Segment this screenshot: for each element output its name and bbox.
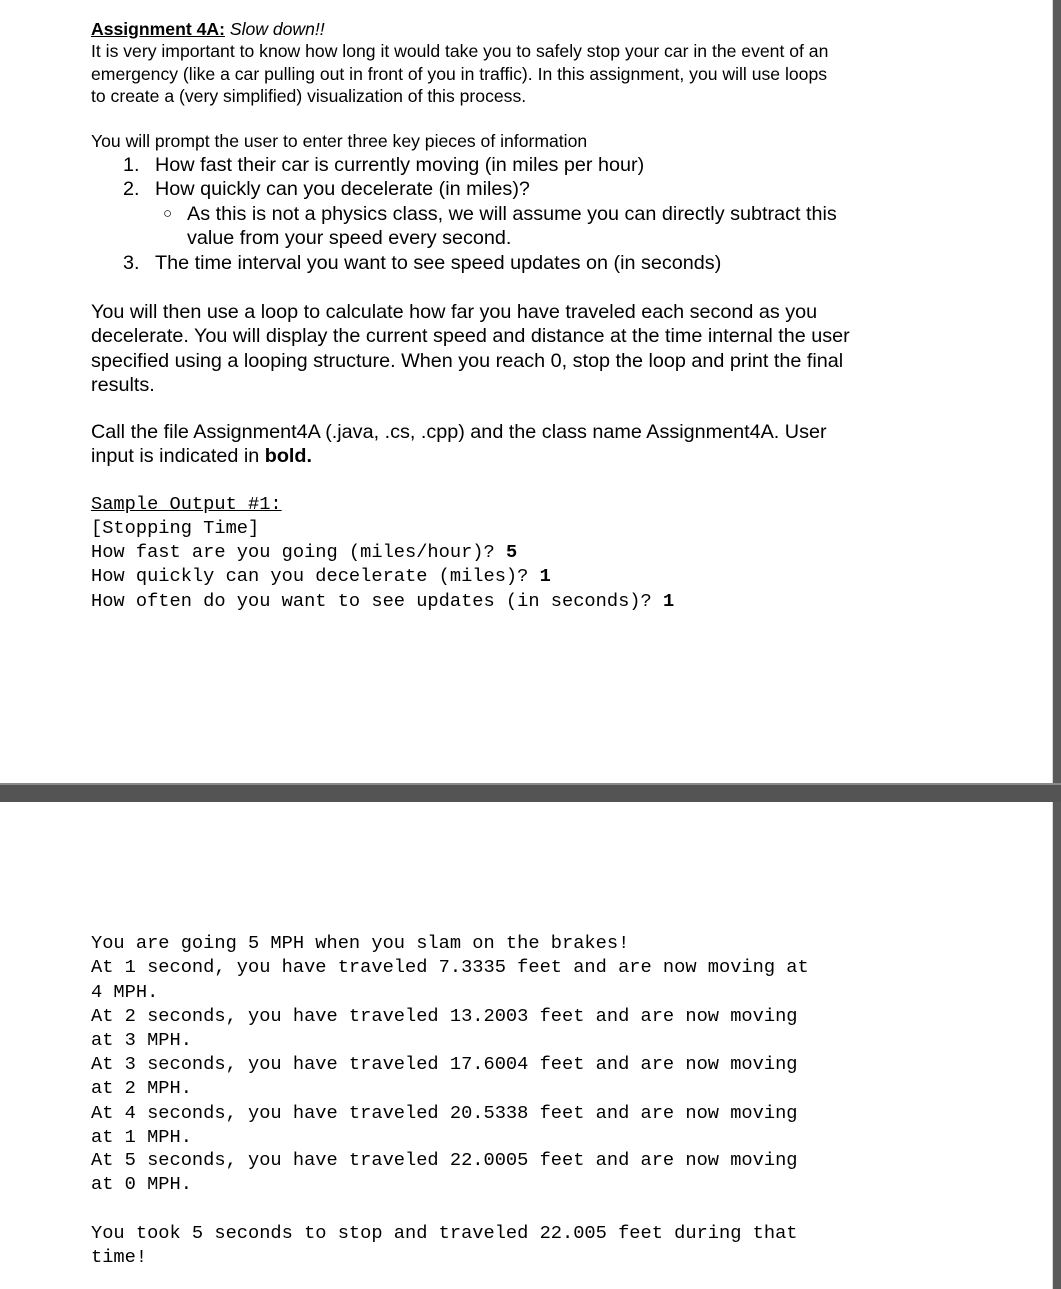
output-line: You are going 5 MPH when you slam on the brakes!	[91, 932, 630, 954]
user-input: 1	[539, 565, 551, 587]
output-line: At 4 seconds, you have traveled 20.5338 feet and are now moving	[91, 1102, 798, 1124]
bold-text: bold.	[264, 445, 312, 468]
viewer-right-edge	[1052, 0, 1061, 1289]
sample-question-2	[91, 564, 551, 588]
hollow-bullet-icon: ○	[163, 205, 173, 222]
output-line: At 5 seconds, you have traveled 22.0005 feet and are now moving	[91, 1149, 798, 1171]
list-number: 1.	[123, 154, 140, 176]
output-line: at 2 MPH.	[91, 1077, 192, 1099]
page-separator-edge	[0, 783, 1061, 785]
sub-bullet-line: value from your speed every second.	[187, 227, 512, 250]
user-input: 1	[662, 590, 675, 612]
question-text: How quickly can you decelerate (miles)?	[91, 565, 540, 587]
output-line: at 0 MPH.	[91, 1173, 192, 1195]
assignment-heading	[91, 18, 325, 40]
intro-paragraph	[91, 40, 921, 108]
sub-bullet	[163, 202, 927, 251]
output-line: 4 MPH.	[91, 981, 159, 1003]
loop-paragraph	[91, 300, 921, 398]
page-separator	[0, 783, 1061, 802]
para-text: input is indicated in	[91, 445, 265, 468]
sample-header: [Stopping Time]	[91, 517, 260, 539]
sub-bullet-line: As this is not a physics class, we will assume you can directly subtract this	[187, 203, 837, 225]
list-number: 2.	[123, 178, 140, 201]
intro-line: emergency (like a car pulling out in front of you in traffic). In this assignment, you will use loops	[91, 63, 828, 84]
list-text: How quickly can you decelerate (in miles)?	[155, 178, 530, 201]
intro-line: It is very important to know how long it would take you to safely stop your car in the event of an	[91, 41, 829, 61]
para-line: Call the file Assignment4A (.java, .cs, .cpp) and the class name Assignment4A. User	[91, 421, 827, 443]
heading-subtitle: Slow down!!	[229, 19, 325, 39]
heading-label: Assignment 4A:	[91, 19, 225, 39]
question-text: How often do you want to see updates (in seconds)?	[91, 590, 663, 612]
final-line: time!	[91, 1246, 148, 1268]
output-line: at 1 MPH.	[91, 1126, 192, 1148]
document-page-2	[0, 802, 1053, 1289]
para-line	[91, 444, 921, 468]
question-text: How fast are you going (miles/hour)?	[91, 541, 506, 563]
output-line: at 3 MPH.	[91, 1029, 192, 1051]
intro-line: to create a (very simplified) visualization of this process.	[91, 86, 527, 107]
file-paragraph	[91, 420, 921, 469]
para-line: decelerate. You will display the current speed and distance at the time internal the user	[91, 325, 850, 348]
sample-question-3	[91, 589, 674, 613]
sample-question-1	[91, 540, 517, 564]
output-line: At 2 seconds, you have traveled 13.2003 feet and are now moving	[91, 1005, 798, 1027]
list-text: How fast their car is currently moving (in miles per hour)	[155, 154, 645, 176]
sample-output-title: Sample Output #1:	[91, 493, 282, 515]
para-line: specified using a looping structure. When you reach 0, stop the loop and print the final	[91, 349, 844, 372]
prompt-intro: You will prompt the user to enter three key pieces of information	[91, 131, 588, 151]
list-text: The time interval you want to see speed updates on (in seconds)	[155, 252, 722, 274]
para-line: results.	[91, 374, 155, 397]
para-line: You will then use a loop to calculate how far you have traveled each second as you	[91, 301, 818, 323]
user-input: 5	[505, 541, 518, 563]
final-line: You took 5 seconds to stop and traveled 22.005 feet during that	[91, 1222, 798, 1244]
output-line: At 1 second, you have traveled 7.3335 feet and are now moving at	[91, 956, 809, 978]
output-line: At 3 seconds, you have traveled 17.6004 feet and are now moving	[91, 1053, 798, 1075]
list-number: 3.	[123, 252, 140, 274]
